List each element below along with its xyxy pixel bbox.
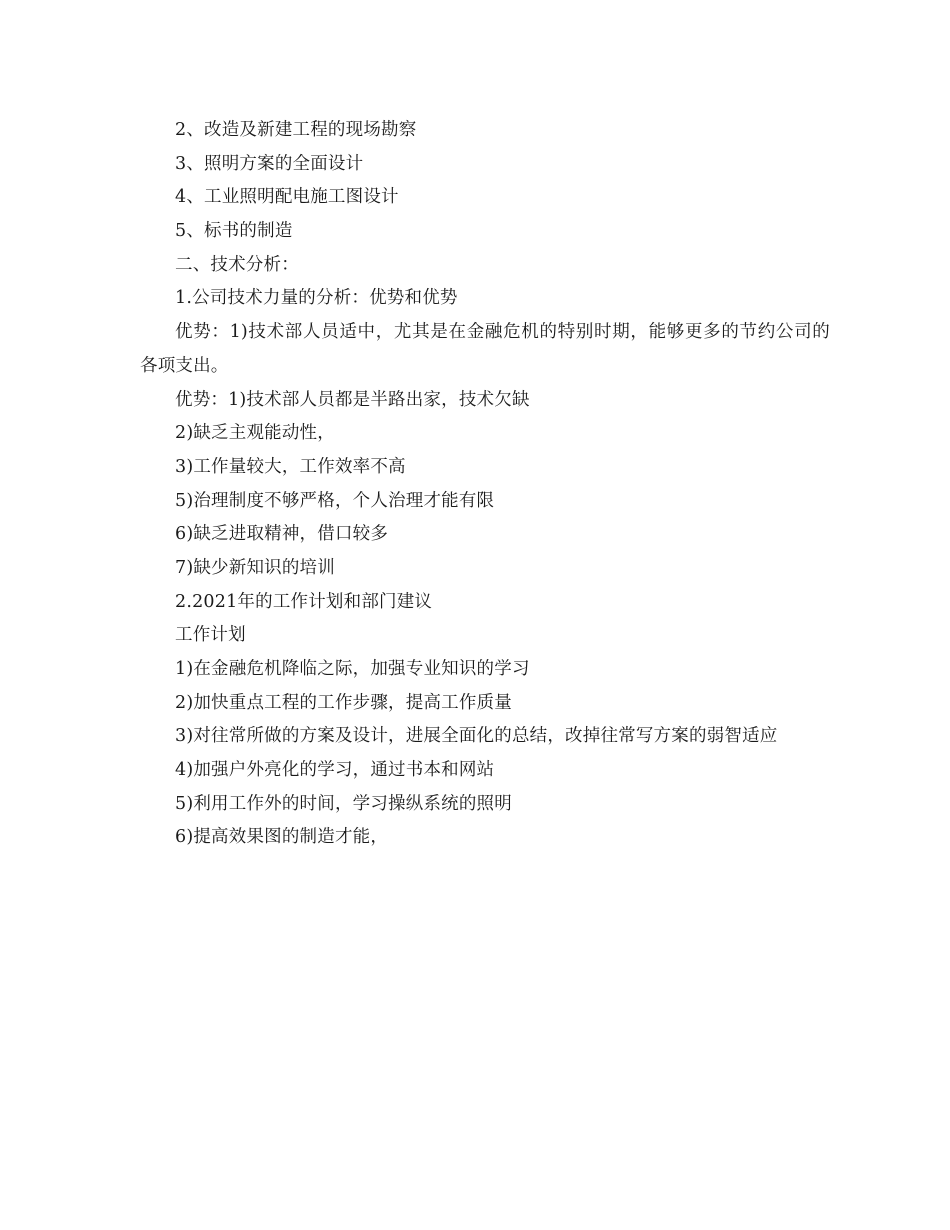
list-item: 2)加快重点工程的工作步骤，提高工作质量 [175, 692, 512, 713]
list-item: 3)对往常所做的方案及设计，进展全面化的总结，改掉往常写方案的弱智适应 [175, 726, 778, 747]
text-line: 5、标书的制造 [175, 221, 293, 242]
text-line: 2、改造及新建工程的现场勘察 [175, 120, 417, 140]
subsection-heading: 1.公司技术力量的分析：优势和优势 [175, 288, 458, 309]
paragraph: 优势：1)技术部人员适中，尤其是在金融危机的特别时期，能够更多的节约公司的各项支出。 [140, 322, 830, 376]
text-line: 4、工业照明配电施工图设计 [175, 187, 399, 208]
list-item: 5)利用工作外的时间，学习操纵系统的照明 [175, 793, 512, 814]
text-line: 优势：1)技术部人员都是半路出家，技术欠缺 [175, 389, 530, 410]
list-item: 5)治理制度不够严格，个人治理才能有限 [175, 490, 495, 511]
list-item: 2)缺乏主观能动性， [175, 423, 335, 444]
text-line: 工作计划 [175, 625, 246, 646]
document-body [140, 114, 830, 855]
list-item: 1)在金融危机降临之际，加强专业知识的学习 [175, 659, 530, 680]
section-heading: 二、技术分析： [175, 254, 299, 275]
text-line: 3、照明方案的全面设计 [175, 153, 364, 174]
subsection-heading: 2.2021年的工作计划和部门建议 [175, 591, 433, 612]
list-item: 7)缺少新知识的培训 [175, 557, 335, 578]
list-item: 4)加强户外亮化的学习，通过书本和网站 [175, 760, 495, 781]
list-item: 6)缺乏进取精神，借口较多 [175, 524, 389, 545]
list-item: 6)提高效果图的制造才能， [175, 827, 389, 848]
list-item: 3)工作量较大，工作效率不高 [175, 456, 406, 477]
